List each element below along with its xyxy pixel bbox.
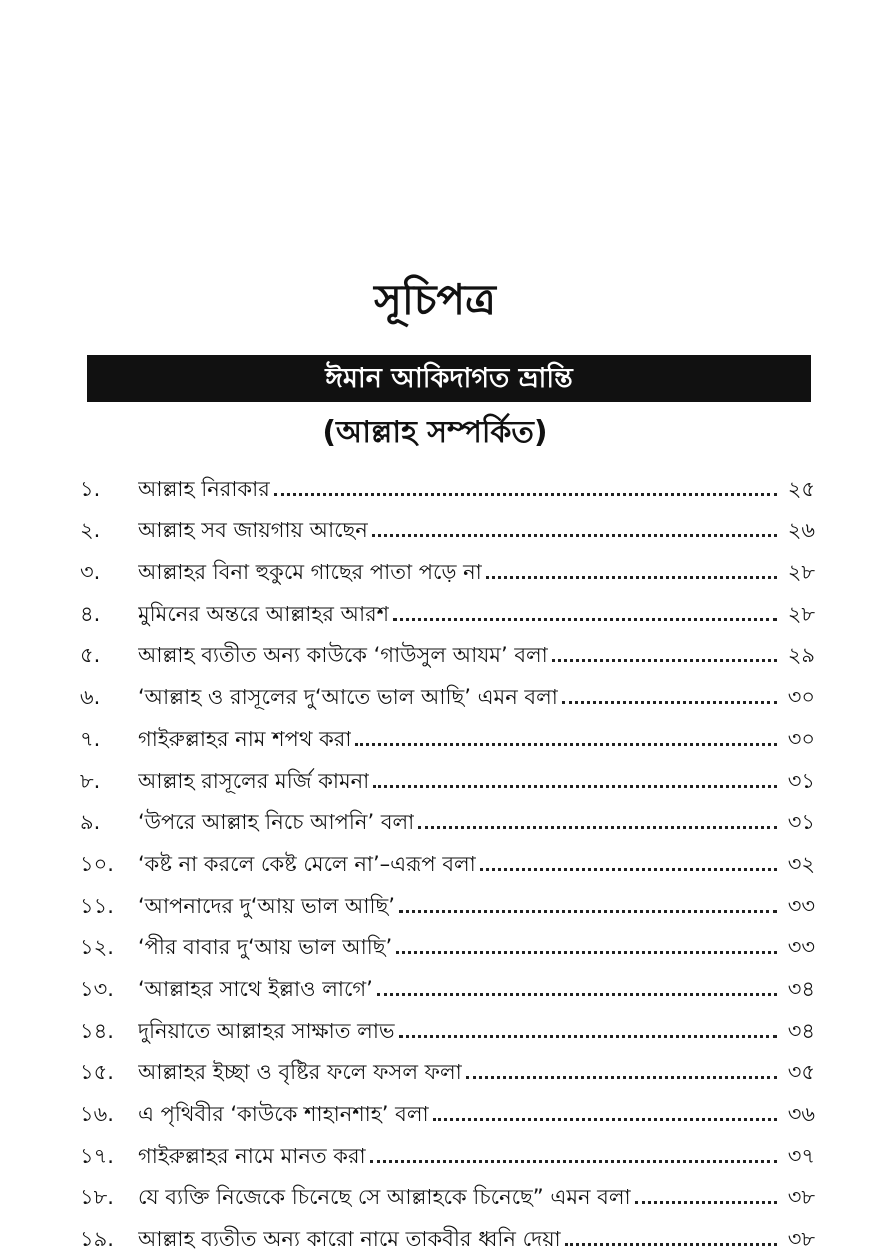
- toc-entry-title: আল্লাহ নিরাকার: [138, 476, 270, 501]
- page-title: সূচিপত্র: [374, 275, 496, 324]
- toc-entry: [80, 921, 815, 963]
- dot-leader: [372, 534, 777, 537]
- toc-entry-page-number: ২৮: [787, 601, 815, 626]
- toc-entry-page-number: ৩৬: [787, 1102, 815, 1126]
- toc-entry-number: ৮.: [80, 768, 101, 793]
- toc-entry-page-number: ৩৪: [787, 976, 815, 1001]
- toc-entry-title: আল্লাহ ব্যতীত অন্য কারো নামে তাকবীর ধ্বনি দেয়া: [138, 1227, 561, 1252]
- toc-entry-title: এ পৃথিবীর ‘কাউকে শাহানশাহ’ বলা: [138, 1102, 429, 1126]
- toc-entry-number: ১১.: [80, 893, 114, 918]
- toc-entry-page-number: ২৫: [787, 476, 815, 501]
- dot-leader: [565, 1243, 777, 1246]
- toc-entry: [80, 670, 815, 712]
- toc-entry: [80, 1087, 815, 1129]
- dot-leader: [355, 743, 777, 746]
- toc-entry: [80, 629, 815, 671]
- toc-entry: [80, 879, 815, 921]
- toc-entry-number: ৭.: [80, 726, 101, 751]
- dot-leader: [480, 868, 777, 871]
- dot-leader: [433, 1118, 777, 1121]
- table-of-contents: [80, 462, 815, 1254]
- toc-entry-page-number: ৩৮: [787, 1227, 815, 1252]
- dot-leader: [635, 1201, 777, 1204]
- toc-entry: [80, 462, 815, 504]
- toc-entry-title: আল্লাহ ব্যতীত অন্য কাউকে ‘গাউসুল আযম’ বলা: [138, 643, 548, 668]
- dot-leader: [486, 576, 777, 579]
- toc-entry: [80, 504, 815, 546]
- toc-entry-number: ৯.: [80, 810, 101, 835]
- toc-entry-page-number: ৩৭: [787, 1143, 815, 1168]
- dot-leader: [466, 1076, 777, 1079]
- dot-leader: [562, 701, 777, 704]
- section-heading-bar: [87, 355, 811, 402]
- dot-leader: [552, 659, 777, 662]
- toc-entry-title: গাইরুল্লাহর নাম শপথ করা: [138, 726, 352, 751]
- toc-entry-title: ‘আপনাদের দু‘আয় ভাল আছি’: [138, 893, 395, 918]
- toc-entry-page-number: ৩১: [787, 810, 815, 835]
- toc-entry-title: ‘কষ্ট না করলে কেষ্ট মেলে না’–এরূপ বলা: [138, 851, 476, 876]
- toc-entry-number: ৩.: [80, 560, 101, 585]
- toc-entry-number: ১৯.: [80, 1227, 114, 1252]
- toc-entry-title: মুমিনের অন্তরে আল্লাহর আরশ: [138, 601, 390, 626]
- toc-entry-title: ‘আল্লাহর সাথে ইল্লাও লাগে’: [138, 976, 373, 1001]
- toc-entry-page-number: ৩৪: [787, 1018, 815, 1043]
- dot-leader: [418, 826, 777, 829]
- toc-entry: [80, 962, 815, 1004]
- dot-leader: [370, 1160, 777, 1163]
- toc-entry: [80, 545, 815, 587]
- toc-entry-number: ১৬.: [80, 1102, 114, 1126]
- toc-entry-number: ১৪.: [80, 1018, 114, 1043]
- toc-entry-number: ১৮.: [80, 1185, 114, 1210]
- toc-entry: [80, 1212, 815, 1254]
- toc-entry: [80, 1004, 815, 1046]
- toc-entry-number: ১৩.: [80, 976, 114, 1001]
- toc-entry-page-number: ২৮: [787, 560, 815, 585]
- toc-entry: [80, 587, 815, 629]
- toc-entry-number: ১.: [80, 476, 101, 501]
- toc-entry: [80, 1046, 815, 1088]
- dot-leader: [399, 1035, 777, 1038]
- toc-entry-page-number: ৩২: [787, 851, 815, 876]
- toc-entry-title: ‘পীর বাবার দু‘আয় ভাল আছি’: [138, 935, 393, 960]
- toc-entry-page-number: ৩১: [787, 768, 815, 793]
- toc-entry-title: দুনিয়াতে আল্লাহর সাক্ষাত লাভ: [138, 1018, 395, 1043]
- toc-entry-title: ‘উপরে আল্লাহ নিচে আপনি’ বলা: [138, 810, 415, 835]
- toc-entry-title: আল্লাহ রাসূলের মর্জি কামনা: [138, 768, 370, 793]
- toc-entry-page-number: ২৯: [787, 643, 815, 668]
- toc-entry: [80, 796, 815, 838]
- toc-entry-page-number: ৩৩: [787, 893, 815, 918]
- toc-entry-number: ১২.: [80, 935, 114, 960]
- toc-entry-title: গাইরুল্লাহর নামে মানত করা: [138, 1143, 366, 1168]
- toc-entry: [80, 712, 815, 754]
- toc-entry-title: ‘আল্লাহ ও রাসূলের দু‘আতে ভাল আছি’ এমন বলা: [138, 685, 558, 710]
- toc-entry-title: যে ব্যক্তি নিজেকে চিনেছে সে আল্লাহকে চিনেছে” এমন বলা: [138, 1185, 631, 1210]
- toc-entry-page-number: ৩০: [787, 685, 815, 710]
- toc-entry-page-number: ৩০: [787, 726, 815, 751]
- toc-entry-number: ২.: [80, 518, 101, 543]
- toc-entry-number: ১৫.: [80, 1060, 114, 1085]
- toc-entry-page-number: ৩৫: [787, 1060, 815, 1085]
- toc-entry-title: আল্লাহর বিনা হুকুমে গাছের পাতা পড়ে না: [138, 560, 482, 585]
- dot-leader: [393, 618, 777, 621]
- toc-entry: [80, 1171, 815, 1213]
- toc-entry: [80, 754, 815, 796]
- section-subheading: (আল্লাহ সম্পর্কিত): [322, 415, 548, 450]
- toc-entry-title: আল্লাহ সব জায়গায় আছেন: [138, 518, 368, 543]
- dot-leader: [377, 993, 777, 996]
- toc-entry-number: ১৭.: [80, 1143, 114, 1168]
- section-heading: ঈমান আকিদাগত ভ্রান্তি: [325, 363, 573, 394]
- toc-entry-number: ৫.: [80, 643, 101, 668]
- toc-entry-page-number: ৩৩: [787, 935, 815, 960]
- dot-leader: [396, 951, 777, 954]
- toc-entry-title: আল্লাহর ইচ্ছা ও বৃষ্টির ফলে ফসল ফলা: [138, 1060, 462, 1085]
- toc-entry-number: ৬.: [80, 685, 101, 710]
- dot-leader: [399, 910, 777, 913]
- toc-entry-number: ১০.: [80, 851, 114, 876]
- toc-entry-number: ৪.: [80, 601, 101, 626]
- toc-entry: [80, 1129, 815, 1171]
- toc-entry-page-number: ২৬: [787, 518, 815, 543]
- toc-entry-page-number: ৩৮: [787, 1185, 815, 1210]
- toc-entry: [80, 837, 815, 879]
- dot-leader: [274, 493, 777, 496]
- dot-leader: [373, 785, 777, 788]
